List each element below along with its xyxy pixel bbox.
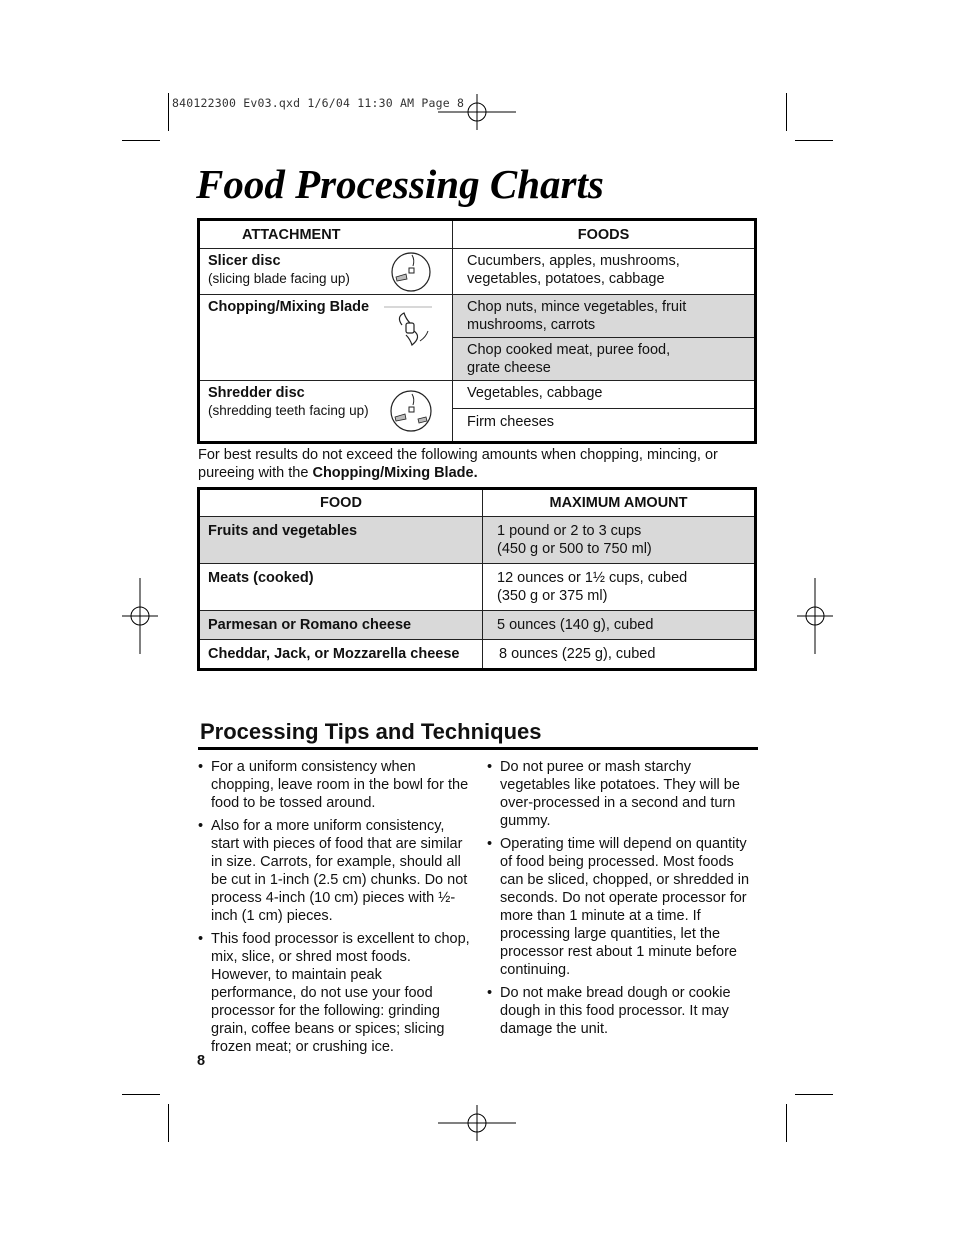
print-slug: 840122300 Ev03.qxd 1/6/04 11:30 AM Page 8 xyxy=(172,96,465,110)
table-row xyxy=(199,249,756,295)
page-title: Food Processing Charts xyxy=(196,161,604,207)
crop-mark xyxy=(122,140,160,141)
registration-mark-icon xyxy=(795,578,835,656)
crop-mark xyxy=(168,1104,169,1142)
food-cell: Meats (cooked) xyxy=(199,564,483,611)
foods-cell: Chop cooked meat, puree food, grate cheese xyxy=(453,338,756,381)
amount-cell: 8 ounces (225 g), cubed xyxy=(483,640,756,670)
page-number: 8 xyxy=(197,1053,206,1069)
attachment-name: Slicer disc xyxy=(208,253,281,269)
foods-cell: Cucumbers, apples, mushrooms, vegetables, potatoes, cabbage xyxy=(453,249,756,295)
amount-table xyxy=(197,487,757,671)
intro-bold: Chopping/Mixing Blade. xyxy=(312,465,478,481)
tips-right-column xyxy=(487,758,759,1043)
crop-mark xyxy=(122,1094,160,1095)
list-item: • Do not make bread dough or cookie dough in this food processor. It may damage the unit. xyxy=(487,984,759,1038)
attachment-name: Shredder disc xyxy=(208,385,305,401)
attachment-name: Chopping/Mixing Blade xyxy=(208,299,370,315)
list-item: • Also for a more uniform consistency, start with pieces of food that are similar in size. Carrots, for example, should all be cut in 1-inch (2.5 cm) chunks. Do not process 4-inch (10 cm) pieces with ½-inch (1 cm) pieces. xyxy=(198,817,470,925)
tips-left-column xyxy=(198,758,470,1061)
crop-mark xyxy=(786,93,787,131)
header-food: FOOD xyxy=(199,489,483,517)
foods-cell: Firm cheeses xyxy=(453,409,756,443)
table-row xyxy=(199,640,756,670)
table-row xyxy=(199,381,756,409)
foods-cell: Chop nuts, mince vegetables, fruit mushrooms, carrots xyxy=(453,295,756,338)
amount-cell: 1 pound or 2 to 3 cups (450 g or 500 to 750 ml) xyxy=(483,517,756,564)
attachment-note: (slicing blade facing up) xyxy=(208,271,350,286)
table-row xyxy=(199,517,756,564)
header-foods: FOODS xyxy=(453,220,756,249)
chopping-blade-icon xyxy=(382,303,438,353)
table-row xyxy=(199,295,756,338)
table-row xyxy=(199,564,756,611)
header-attachment: ATTACHMENT xyxy=(199,220,453,249)
heading-rule xyxy=(198,747,758,750)
intro-paragraph xyxy=(198,446,763,482)
crop-mark xyxy=(168,93,169,131)
tips-list-right xyxy=(487,758,759,1038)
registration-mark-icon xyxy=(438,1103,518,1143)
shredder-disc-icon xyxy=(388,389,434,433)
crop-mark xyxy=(786,1104,787,1142)
attachment-note: (shredding teeth facing up) xyxy=(208,403,369,418)
attachment-cell xyxy=(199,381,453,443)
foods-cell: Vegetables, cabbage xyxy=(453,381,756,409)
food-cell: Fruits and vegetables xyxy=(199,517,483,564)
intro-text: For best results do not exceed the following amounts when chopping, mincing, or pureeing with the xyxy=(198,447,718,481)
list-item: • Do not puree or mash starchy vegetables like potatoes. They will be over-processed in a second and turn gummy. xyxy=(487,758,759,830)
amount-cell: 5 ounces (140 g), cubed xyxy=(483,611,756,640)
tips-list-left xyxy=(198,758,470,1056)
attachment-cell xyxy=(199,249,453,295)
list-item: • This food processor is excellent to chop, mix, slice, or shred most foods. However, to maintain peak performance, do not use your food processor for the following: grinding grain, coffee beans or spices; slicing frozen meat; or crushing ice. xyxy=(198,930,470,1056)
table-row xyxy=(199,611,756,640)
table-header-row xyxy=(199,220,756,249)
header-max-amount: MAXIMUM AMOUNT xyxy=(483,489,756,517)
attachment-table xyxy=(197,218,757,444)
slicer-disc-icon xyxy=(388,252,434,292)
table-header-row xyxy=(199,489,756,517)
list-item: • Operating time will depend on quantity of food being processed. Most foods can be sliced, chopped, or shredded in seconds. Do not operate processor for more than 1 minute at a time. If processing large quantities, let the processor rest about 1 minute before continuing. xyxy=(487,835,759,979)
amount-cell: 12 ounces or 1½ cups, cubed (350 g or 375 ml) xyxy=(483,564,756,611)
list-item: • For a uniform consistency when chopping, leave room in the bowl for the food to be tossed around. xyxy=(198,758,470,812)
food-cell: Parmesan or Romano cheese xyxy=(199,611,483,640)
attachment-cell xyxy=(199,295,453,381)
food-cell: Cheddar, Jack, or Mozzarella cheese xyxy=(199,640,483,670)
crop-mark xyxy=(795,1094,833,1095)
registration-mark-icon xyxy=(120,578,160,656)
crop-mark xyxy=(795,140,833,141)
tips-heading: Processing Tips and Techniques xyxy=(200,719,542,744)
